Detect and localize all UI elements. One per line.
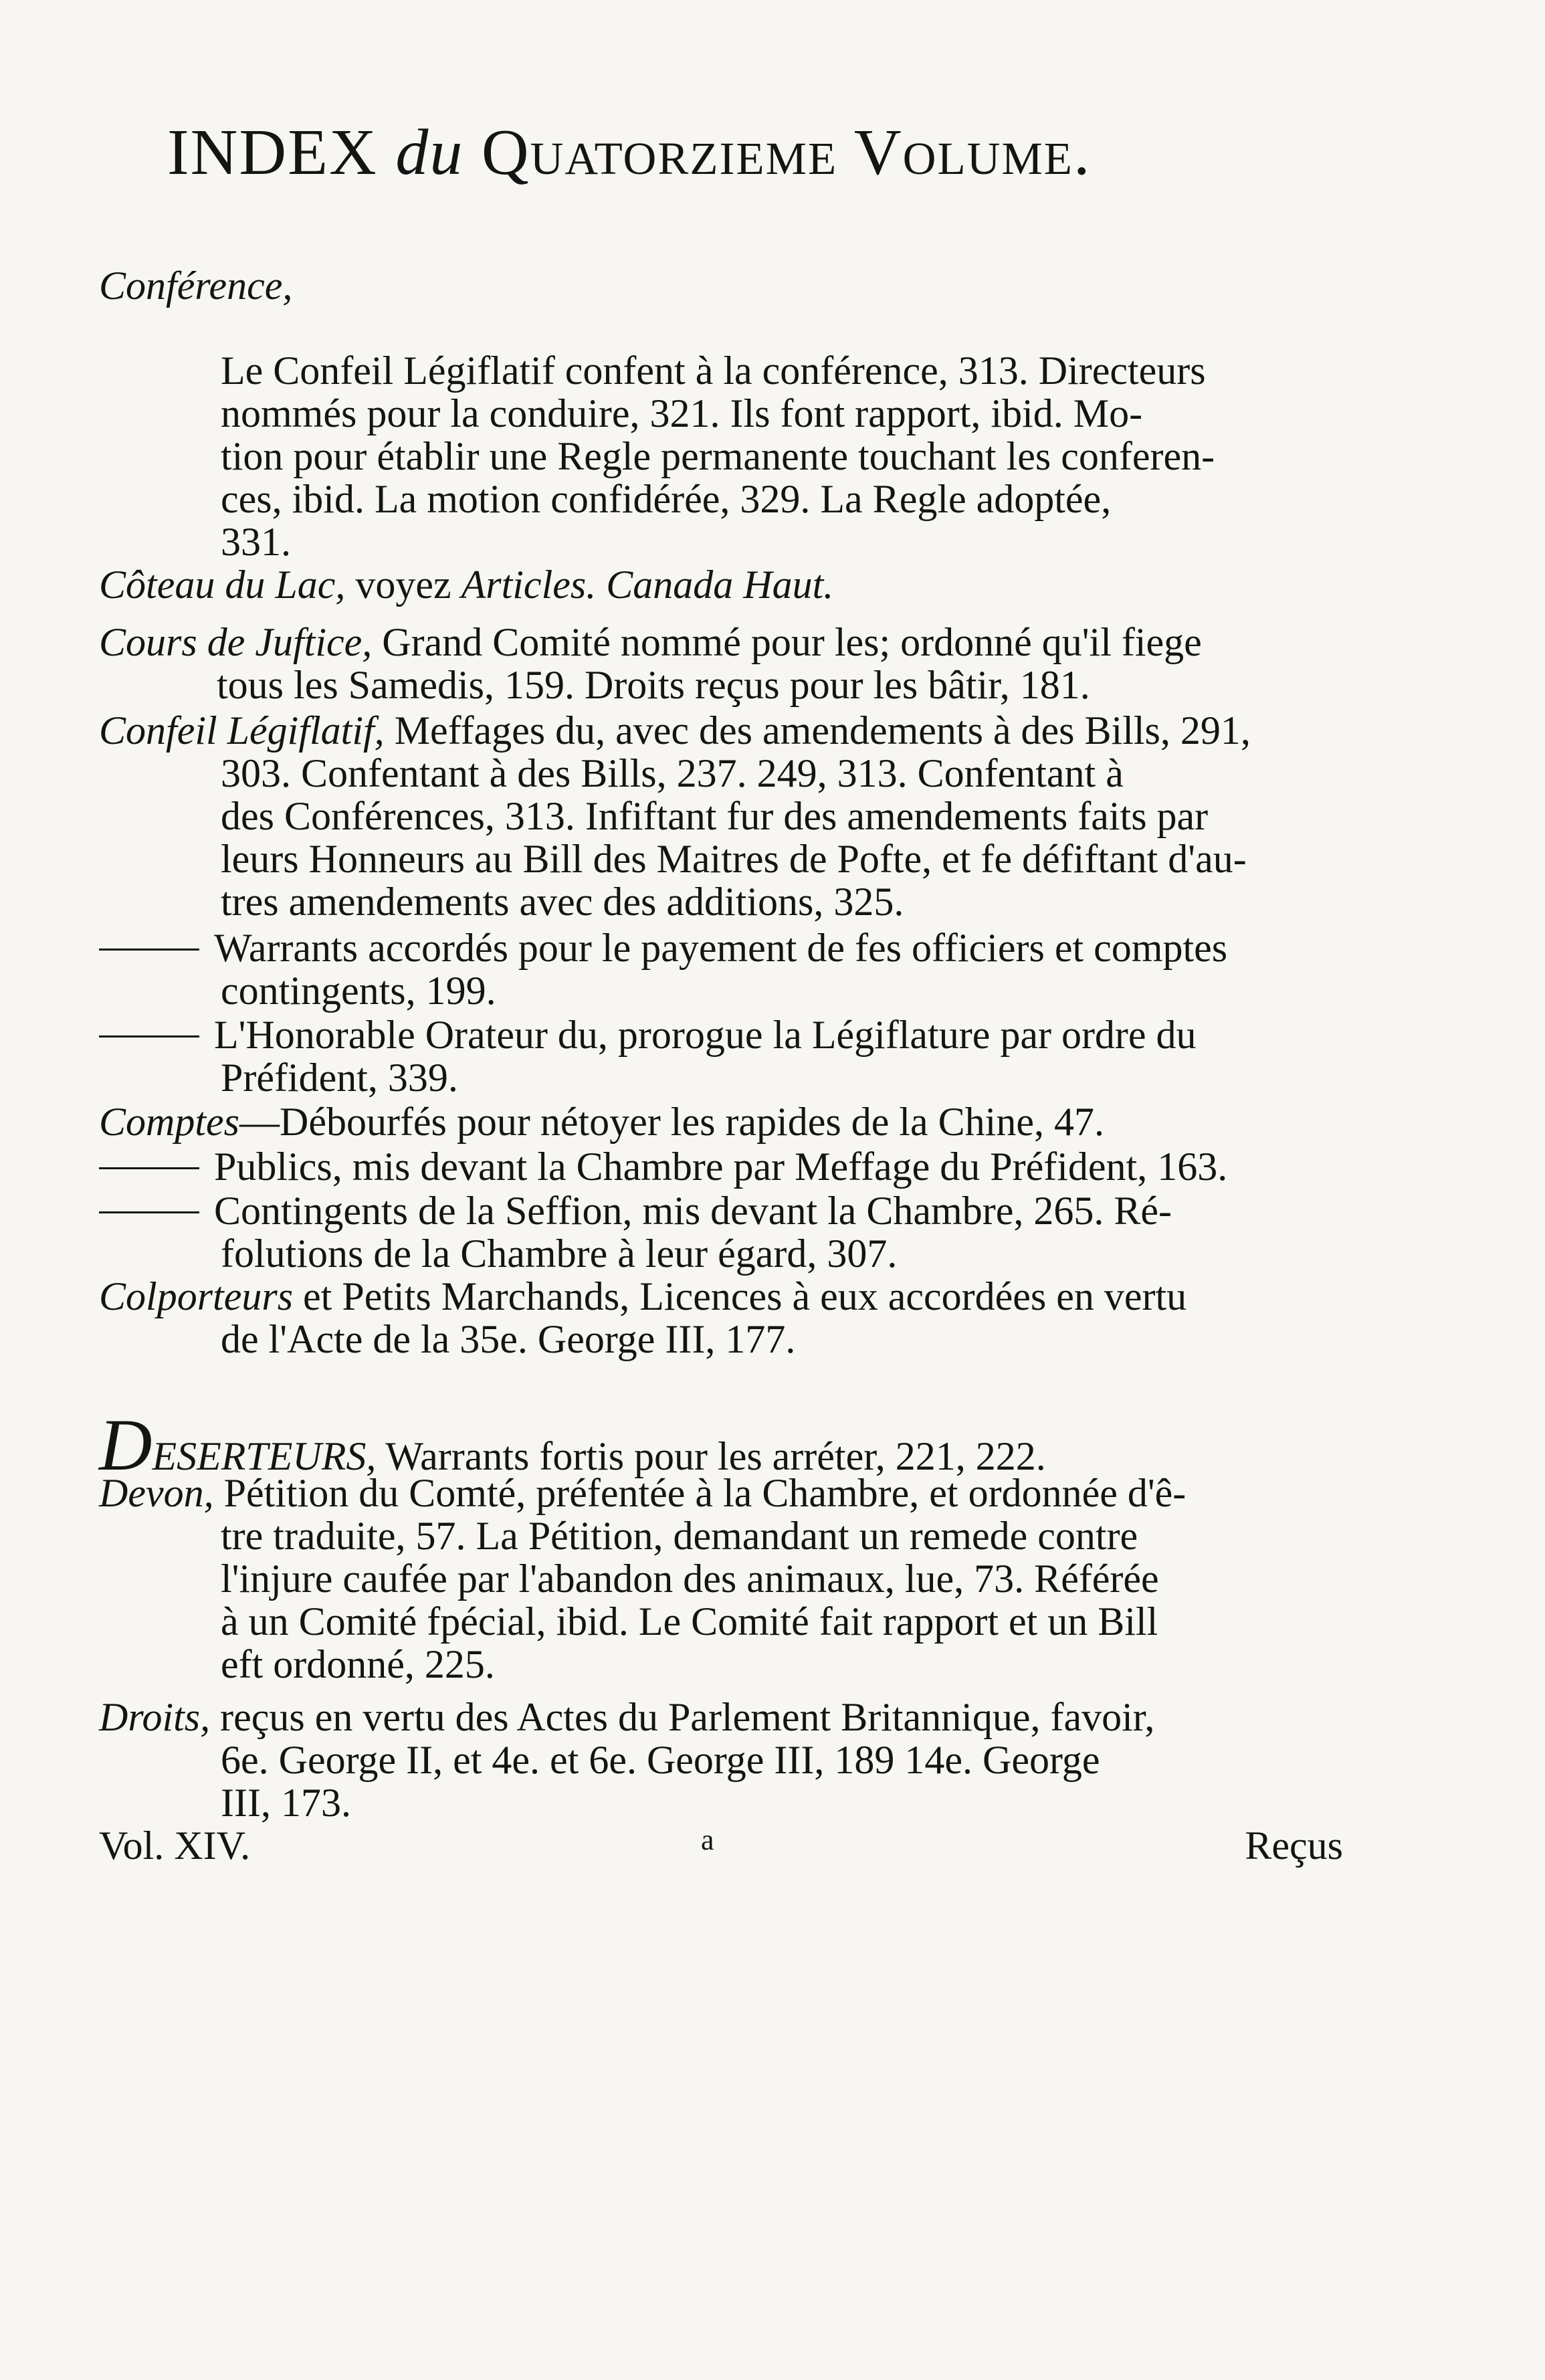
entry-line: ces, ibid. La motion confidérée, 329. La Regle adoptée,: [221, 477, 1112, 521]
entry-conseil: [99, 709, 1251, 923]
entry-label: Colporteurs: [99, 1274, 294, 1318]
title-volume: Quatorzieme Volume.: [481, 116, 1092, 189]
entry-line: leurs Honneurs au Bill des Maitres de Pofte, et fe défiftant d'au-: [221, 837, 1247, 881]
entry-line: Warrants accordés pour le payement de fes officiers et comptes: [214, 926, 1228, 970]
entry-label: Droits,: [99, 1695, 211, 1739]
entry-line: folutions de la Chambre à leur égard, 307.: [221, 1231, 898, 1276]
entry-line: reçus en vertu des Actes du Parlement Britannique, favoir,: [210, 1695, 1155, 1739]
entry-orateur: [99, 1013, 1197, 1099]
entry-line: L'Honorable Orateur du, prorogue la Légiflature par ordre du: [214, 1013, 1197, 1057]
entry-line: à un Comité fpécial, ibid. Le Comité fait rapport et un Bill: [221, 1599, 1158, 1644]
entry-line: Préfident, 339.: [221, 1056, 458, 1100]
entry-droits: [99, 1696, 1154, 1824]
deserteurs-initial: D: [99, 1404, 152, 1486]
entry-coteau: [99, 563, 833, 606]
entry-label: Cours de Juftice,: [99, 620, 373, 664]
entry-label: Conférence,: [99, 264, 293, 308]
entry-line: Grand Comité nommé pour les; ordonné qu'il fiege: [372, 620, 1202, 664]
entry-devon: [99, 1472, 1186, 1686]
title-index: INDEX: [167, 116, 378, 189]
entry-cours: [99, 621, 1202, 706]
page-footer: [99, 1823, 1343, 1870]
entry-conference: [221, 349, 1215, 563]
entry-line: des Conférences, 313. Infiftant fur des amendements faits par: [221, 794, 1209, 838]
entry-deserteurs: [99, 1404, 1046, 1486]
entry-line: III, 173.: [221, 1781, 351, 1825]
entry-line: tres amendements avec des additions, 325.: [221, 880, 904, 924]
entry-line: tous les Samedis, 159. Droits reçus pour les bâtir, 181.: [217, 663, 1090, 707]
signature-mark: a: [701, 1823, 714, 1856]
entry-reference: Articles. Canada Haut.: [461, 563, 834, 607]
entry-colporteurs: [99, 1275, 1187, 1361]
entry-warrants: [99, 926, 1227, 1012]
entry-line: 6e. George II, et 4e. et 6e. George III, 189 14e. George: [221, 1738, 1100, 1782]
entry-text: Warrants fortis pour les arréter, 221, 222.: [376, 1434, 1046, 1478]
entry-line: Contingents de la Seffion, mis devant la Chambre, 265. Ré-: [214, 1189, 1172, 1233]
page-title: [167, 114, 1304, 193]
dash-rule: [99, 1167, 199, 1169]
entry-comptes: [99, 1100, 1104, 1143]
catchword: Reçus: [1245, 1823, 1343, 1868]
entry-line: l'injure caufée par l'abandon des animaux, lue, 73. Référée: [221, 1557, 1159, 1601]
entry-line: de l'Acte de la 35e. George III, 177.: [221, 1317, 796, 1361]
entry-line: et Petits Marchands, Licences à eux accordées en vertu: [293, 1274, 1187, 1318]
entry-text: Publics, mis devant la Chambre par Meffage du Préfident, 163.: [214, 1145, 1228, 1189]
entry-label: Côteau du Lac,: [99, 563, 346, 607]
entry-line: nommés pour la conduire, 321. Ils font rapport, ibid. Mo-: [221, 391, 1143, 435]
entry-label: Confeil Légiflatif,: [99, 708, 385, 753]
dash-rule: [99, 949, 199, 951]
entry-line: contingents, 199.: [221, 969, 496, 1013]
entry-line: 331.: [221, 520, 291, 564]
title-du: du: [395, 116, 464, 189]
entry-text: —Débourfés pour nétoyer les rapides de la Chine, 47.: [239, 1100, 1104, 1144]
entry-line: tre traduite, 57. La Pétition, demandant un remede contre: [221, 1514, 1138, 1558]
dash-rule: [99, 1035, 199, 1037]
entry-contingents: [99, 1189, 1172, 1275]
entry-line: Pétition du Comté, préfentée à la Chambre, et ordonnée d'ê-: [213, 1471, 1187, 1515]
dash-rule: [99, 1211, 199, 1213]
entry-text: voyez: [345, 563, 461, 607]
entry-line: eft ordonné, 225.: [221, 1642, 495, 1686]
entry-line: 303. Confentant à des Bills, 237. 249, 313. Confentant à: [221, 751, 1124, 795]
entry-label: ESERTEURS,: [152, 1434, 377, 1478]
entry-label: Devon,: [99, 1471, 214, 1515]
entry-label: Comptes: [99, 1100, 239, 1144]
entry-conference-head: [99, 264, 292, 307]
entry-line: Le Confeil Légiflatif confent à la conférence, 313. Directeurs: [221, 349, 1206, 393]
entry-line: tion pour établir une Regle permanente touchant les conferen-: [221, 434, 1215, 478]
entry-publics: [99, 1145, 1227, 1188]
entry-line: Meffages du, avec des amendements à des Bills, 291,: [384, 708, 1251, 753]
volume-label: Vol. XIV.: [99, 1823, 251, 1868]
